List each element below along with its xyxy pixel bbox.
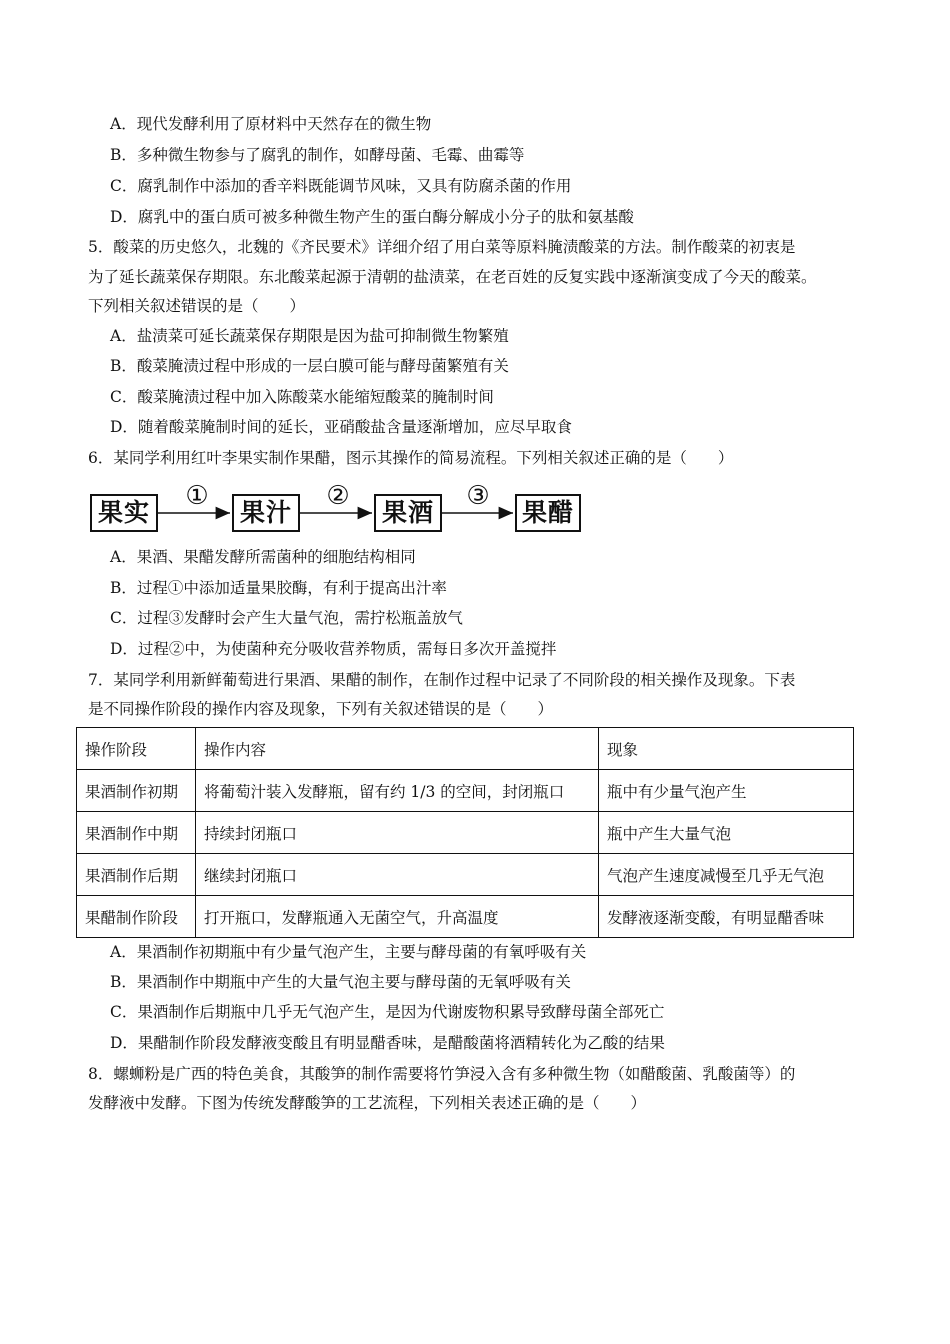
table-cell: 果酒制作后期 [77, 854, 196, 896]
q5-option-d: D．随着酸菜腌制时间的延长，亚硝酸盐含量逐渐增加，应尽早取食 [110, 418, 572, 436]
q6-option-b: B．过程①中添加适量果胶酶，有利于提高出汁率 [110, 579, 447, 597]
q5-stem-line-3: 下列相关叙述错误的是（ ） [88, 297, 306, 315]
q5-option-b: B．酸菜腌渍过程中形成的一层白膜可能与酵母菌繁殖有关 [110, 357, 509, 375]
flow-step-1: ① [185, 481, 209, 511]
q4-option-a: A．现代发酵利用了原材料中天然存在的微生物 [110, 115, 432, 133]
q8-stem-line-1: 8．螺蛳粉是广西的特色美食，其酸笋的制作需要将竹笋浸入含有多种微生物（如醋酸菌、乳酸菌等）的 [88, 1065, 796, 1083]
q4-option-d: D．腐乳中的蛋白质可被多种微生物产生的蛋白酶分解成小分子的肽和氨基酸 [110, 208, 634, 226]
q7-stem-line-1: 7．某同学利用新鲜葡萄进行果酒、果醋的制作，在制作过程中记录了不同阶段的相关操作及现象。下表 [88, 671, 796, 689]
table-cell: 瓶中产生大量气泡 [599, 812, 854, 854]
q4-option-b: B．多种微生物参与了腐乳的制作，如酵母菌、毛霉、曲霉等 [110, 146, 525, 164]
table-cell: 继续封闭瓶口 [196, 854, 599, 896]
table-cell: 打开瓶口，发酵瓶通入无菌空气，升高温度 [196, 896, 599, 938]
q5-stem-line-1: 5．酸菜的历史悠久，北魏的《齐民要术》详细介绍了用白菜等原料腌渍酸菜的方法。制作酸菜的初衷是 [88, 238, 796, 256]
table-cell: 瓶中有少量气泡产生 [599, 770, 854, 812]
table-cell: 持续封闭瓶口 [196, 812, 599, 854]
table-cell: 气泡产生速度减慢至几乎无气泡 [599, 854, 854, 896]
q6-stem: 6．某同学利用红叶李果实制作果醋，图示其操作的简易流程。下列相关叙述正确的是（ ） [88, 449, 734, 467]
table-header-phenomenon: 现象 [599, 728, 854, 770]
table-cell: 将葡萄汁装入发酵瓶，留有约 1/3 的空间，封闭瓶口 [196, 770, 599, 812]
flow-step-3: ③ [466, 481, 490, 511]
q6-flow-diagram [90, 482, 590, 532]
q7-stem-line-2: 是不同操作阶段的操作内容及现象，下列有关叙述错误的是（ ） [88, 700, 554, 718]
q7-option-d: D．果醋制作阶段发酵液变酸且有明显醋香味，是醋酸菌将酒精转化为乙酸的结果 [110, 1034, 665, 1052]
table-row [77, 770, 854, 812]
table-header-stage: 操作阶段 [77, 728, 196, 770]
q5-option-a: A．盐渍菜可延长蔬菜保存期限是因为盐可抑制微生物繁殖 [110, 327, 509, 345]
q7-option-b: B．果酒制作中期瓶中产生的大量气泡主要与酵母菌的无氧呼吸有关 [110, 973, 571, 991]
table-row [77, 854, 854, 896]
q6-option-a: A．果酒、果醋发酵所需菌种的细胞结构相同 [110, 548, 416, 566]
table-cell: 发酵液逐渐变酸，有明显醋香味 [599, 896, 854, 938]
q7-option-c: C．果酒制作后期瓶中几乎无气泡产生，是因为代谢废物积累导致酵母菌全部死亡 [110, 1003, 665, 1021]
flow-box-juice: 果汁 [232, 494, 300, 532]
table-row [77, 896, 854, 938]
q7-option-a: A．果酒制作初期瓶中有少量气泡产生，主要与酵母菌的有氧呼吸有关 [110, 943, 587, 961]
q7-operations-table [76, 727, 854, 938]
q4-option-c: C．腐乳制作中添加的香辛料既能调节风味，又具有防腐杀菌的作用 [110, 177, 572, 195]
flow-step-2: ② [326, 481, 350, 511]
flow-box-vinegar: 果醋 [515, 494, 581, 532]
q5-stem-line-2: 为了延长蔬菜保存期限。东北酸菜起源于清朝的盐渍菜，在老百姓的反复实践中逐渐演变成了今天的酸菜。 [88, 268, 817, 286]
flow-box-wine: 果酒 [374, 494, 442, 532]
flow-box-fruit: 果实 [90, 494, 158, 532]
q5-option-c: C．酸菜腌渍过程中加入陈酸菜水能缩短酸菜的腌制时间 [110, 388, 494, 406]
table-cell: 果酒制作中期 [77, 812, 196, 854]
q8-stem-line-2: 发酵液中发酵。下图为传统发酵酸笋的工艺流程，下列相关表述正确的是（ ） [88, 1094, 647, 1112]
table-row [77, 812, 854, 854]
table-header-row [77, 728, 854, 770]
q6-option-d: D．过程②中，为使菌种充分吸收营养物质，需每日多次开盖搅拌 [110, 640, 557, 658]
table-cell: 果酒制作初期 [77, 770, 196, 812]
flow-arrows [90, 482, 590, 532]
q6-option-c: C．过程③发酵时会产生大量气泡，需拧松瓶盖放气 [110, 609, 463, 627]
table-cell: 果醋制作阶段 [77, 896, 196, 938]
table-header-content: 操作内容 [196, 728, 599, 770]
